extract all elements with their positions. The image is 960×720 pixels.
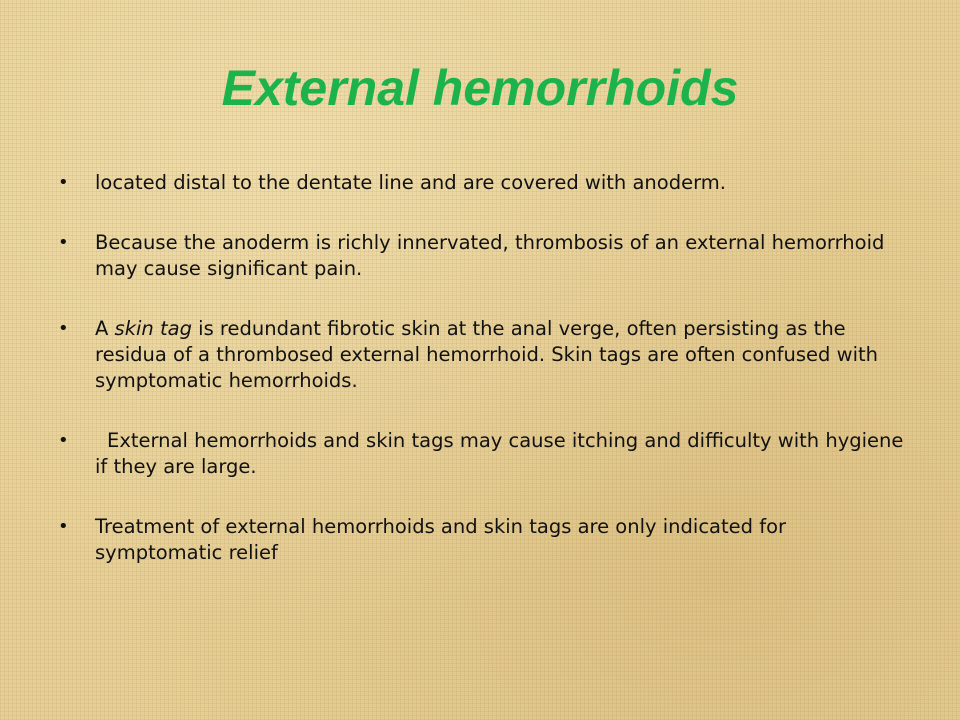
bullet-text-italic-term: skin tag	[114, 317, 192, 340]
bullet-item	[58, 514, 908, 566]
slide-title: External hemorrhoids	[221, 60, 739, 116]
bullet-text-prefix: A	[95, 317, 115, 340]
bullet-item	[58, 316, 908, 394]
bullet-icon: •	[58, 232, 69, 253]
bullet-text-suffix: is redundant fibrotic skin at the anal verge, often persisting as the residua of a thrombosed external hemorrhoid. Skin tags are often confused with symptomatic hemorrhoids.	[95, 317, 878, 392]
bullet-text: External hemorrhoids and skin tags may cause itching and difficulty with hygiene if they are large.	[95, 429, 904, 478]
bullet-icon: •	[58, 318, 69, 339]
bullet-text: Treatment of external hemorrhoids and skin tags are only indicated for symptomatic relief	[95, 515, 787, 564]
bullet-icon: •	[58, 172, 69, 193]
bullet-icon: •	[58, 516, 69, 537]
bullet-item	[58, 170, 908, 196]
bullet-list	[58, 170, 908, 566]
bullet-item	[58, 428, 908, 480]
bullet-item	[58, 230, 908, 282]
bullet-text: located distal to the dentate line and are covered with anoderm.	[95, 171, 726, 194]
bullet-icon: •	[58, 430, 69, 451]
bullet-text: Because the anoderm is richly innervated, thrombosis of an external hemorrhoid may cause significant pain.	[95, 231, 885, 280]
